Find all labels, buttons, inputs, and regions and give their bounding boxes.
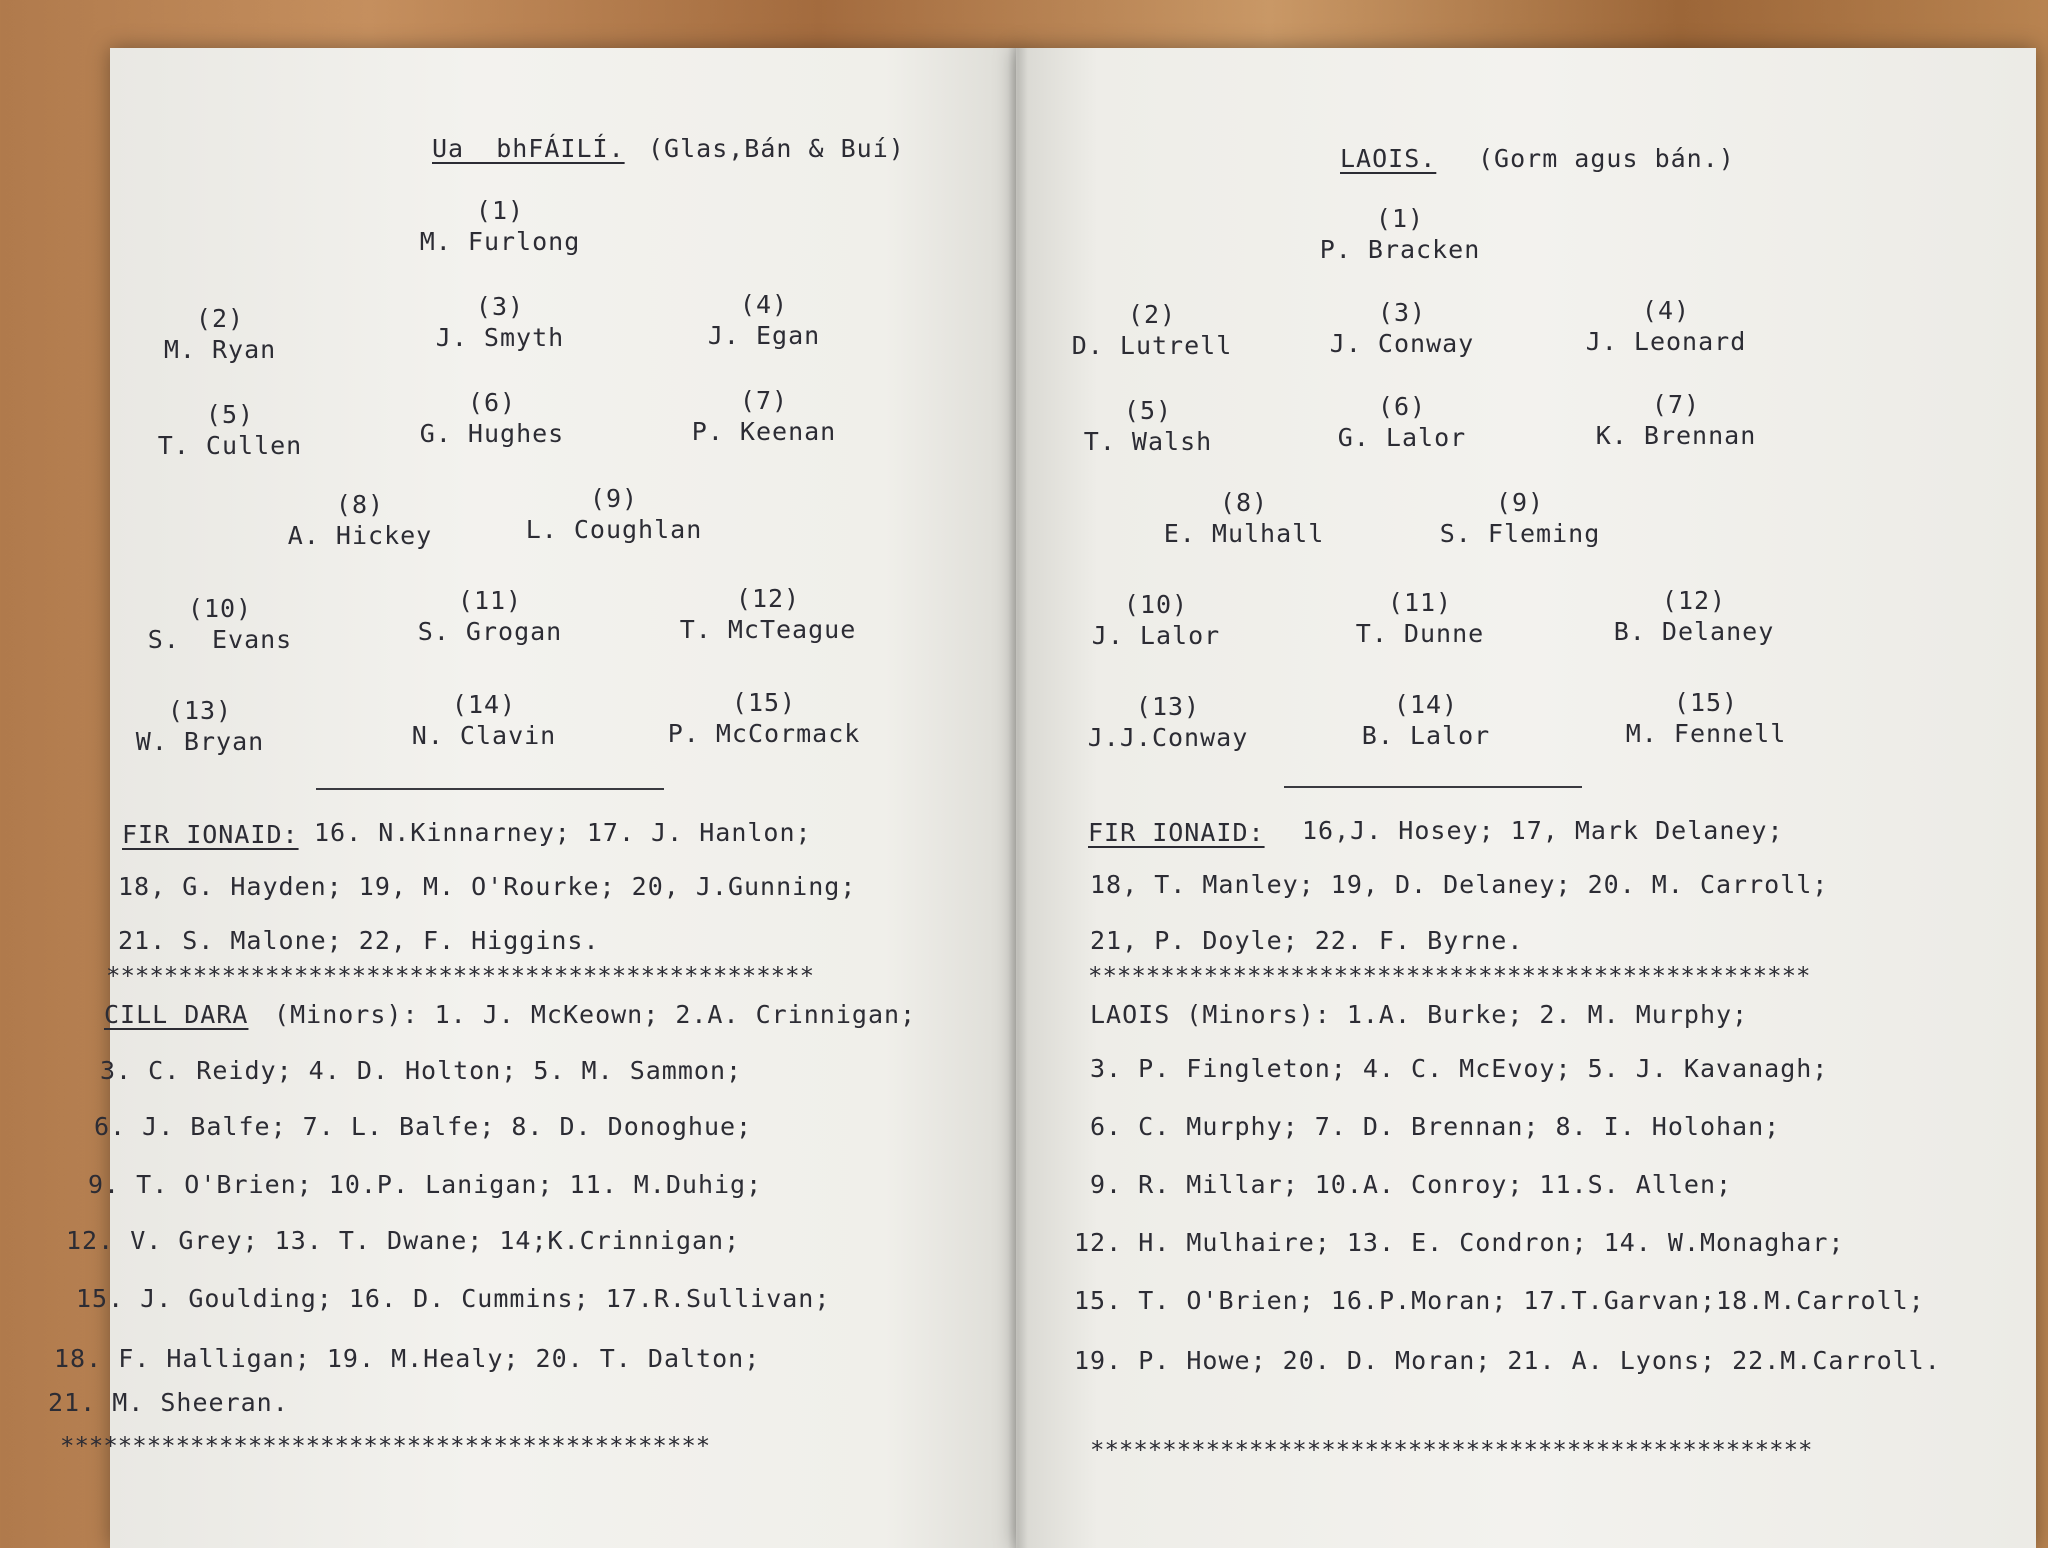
left-player-5: (5) T. Cullen: [157, 400, 303, 460]
left-team-colours: (Glas,Bán & Buí): [648, 134, 905, 163]
left-stars-divider: *************************************************: [106, 962, 815, 990]
left-player-14: (14) N. Clavin: [411, 690, 557, 750]
left-player-6: (6) G. Hughes: [419, 388, 565, 448]
right-minors-line-4: 9. R. Millar; 10.A. Conroy; 11.S. Allen;: [1090, 1170, 1733, 1199]
left-player-11: (11) S. Grogan: [417, 586, 563, 646]
right-minors-line-2: 3. P. Fingleton; 4. C. McEvoy; 5. J. Kavanagh;: [1090, 1054, 1829, 1083]
right-subs-label: FIR IONAID:: [1088, 818, 1265, 847]
right-stars-end: **************************************************: [1090, 1436, 1813, 1464]
left-player-12: (12) T. McTeague: [679, 584, 857, 644]
right-subs-line-1: 16,J. Hosey; 17, Mark Delaney;: [1302, 816, 1784, 845]
right-player-12: (12) B. Delaney: [1613, 586, 1775, 646]
right-divider: [1284, 786, 1582, 788]
right-player-3: (3) J. Conway: [1329, 298, 1475, 358]
left-player-13: (13) W. Bryan: [135, 696, 265, 756]
left-player-4: (4) J. Egan: [707, 290, 821, 350]
right-subs-line-2: 18, T. Manley; 19, D. Delaney; 20. M. Carroll;: [1090, 870, 1829, 899]
left-minors-label: CILL DARA: [104, 1000, 249, 1029]
right-minors-line-6: 15. T. O'Brien; 16.P.Moran; 17.T.Garvan;18.M.Carroll;: [1074, 1286, 1925, 1315]
left-player-3: (3) J. Smyth: [435, 292, 565, 352]
left-player-10: (10) S. Evans: [147, 594, 293, 654]
right-minors-line-7: 19. P. Howe; 20. D. Moran; 21. A. Lyons; 22.M.Carroll.: [1074, 1346, 1941, 1375]
left-page: [110, 48, 1022, 1548]
left-player-2: (2) M. Ryan: [163, 304, 277, 364]
right-team-colours: (Gorm agus bán.): [1478, 144, 1735, 173]
right-player-2: (2) D. Lutrell: [1071, 300, 1233, 360]
left-player-7: (7) P. Keenan: [691, 386, 837, 446]
right-minors-line-1: LAOIS (Minors): 1.A. Burke; 2. M. Murphy;: [1090, 1000, 1749, 1029]
right-player-9: (9) S. Fleming: [1439, 488, 1601, 548]
left-player-9: (9) L. Coughlan: [525, 484, 703, 544]
left-subs-label: FIR IONAID:: [122, 820, 299, 849]
left-minors-line-6: 15. J. Goulding; 16. D. Cummins; 17.R.Sullivan;: [76, 1284, 831, 1313]
right-minors-line-5: 12. H. Mulhaire; 13. E. Condron; 14. W.Monaghar;: [1074, 1228, 1845, 1257]
right-stars-divider: **************************************************: [1088, 962, 1811, 990]
left-player-15: (15) P. McCormack: [667, 688, 861, 748]
right-player-1: (1) P. Bracken: [1319, 204, 1481, 264]
page-fold: [1008, 48, 1028, 1548]
left-divider: [316, 788, 664, 790]
right-player-13: (13) J.J.Conway: [1087, 692, 1249, 752]
right-player-7: (7) K. Brennan: [1595, 390, 1757, 450]
right-player-8: (8) E. Mulhall: [1163, 488, 1325, 548]
left-player-1: (1) M. Furlong: [419, 196, 581, 256]
right-player-5: (5) T. Walsh: [1083, 396, 1213, 456]
left-player-8: (8) A. Hickey: [287, 490, 433, 550]
right-player-6: (6) G. Lalor: [1337, 392, 1467, 452]
right-player-4: (4) J. Leonard: [1585, 296, 1747, 356]
left-minors-line-1: (Minors): 1. J. McKeown; 2.A. Crinnigan;: [258, 1000, 917, 1029]
right-page: [1016, 48, 2036, 1548]
left-stars-end: *********************************************: [60, 1432, 711, 1460]
left-minors-line-2: 3. C. Reidy; 4. D. Holton; 5. M. Sammon;: [100, 1056, 743, 1085]
right-minors-line-3: 6. C. Murphy; 7. D. Brennan; 8. I. Holohan;: [1090, 1112, 1781, 1141]
left-team-name: Ua bhFÁILÍ.: [432, 134, 625, 163]
right-player-15: (15) M. Fennell: [1625, 688, 1787, 748]
right-player-10: (10) J. Lalor: [1091, 590, 1221, 650]
right-team-name: LAOIS.: [1340, 144, 1437, 173]
left-minors-line-4: 9. T. O'Brien; 10.P. Lanigan; 11. M.Duhig;: [88, 1170, 763, 1199]
left-subs-line-1: 16. N.Kinnarney; 17. J. Hanlon;: [314, 818, 812, 847]
left-minors-line-7: 18. F. Halligan; 19. M.Healy; 20. T. Dalton;: [54, 1344, 761, 1373]
left-minors-line-5: 12. V. Grey; 13. T. Dwane; 14;K.Crinnigan;: [66, 1226, 741, 1255]
left-subs-line-2: 18, G. Hayden; 19, M. O'Rourke; 20, J.Gunning;: [118, 872, 857, 901]
left-minors-line-3: 6. J. Balfe; 7. L. Balfe; 8. D. Donoghue;: [94, 1112, 753, 1141]
right-subs-line-3: 21, P. Doyle; 22. F. Byrne.: [1090, 926, 1524, 955]
right-player-14: (14) B. Lalor: [1361, 690, 1491, 750]
left-minors-line-8: 21. M. Sheeran.: [48, 1388, 289, 1417]
left-subs-line-3: 21. S. Malone; 22, F. Higgins.: [118, 926, 600, 955]
right-player-11: (11) T. Dunne: [1355, 588, 1485, 648]
